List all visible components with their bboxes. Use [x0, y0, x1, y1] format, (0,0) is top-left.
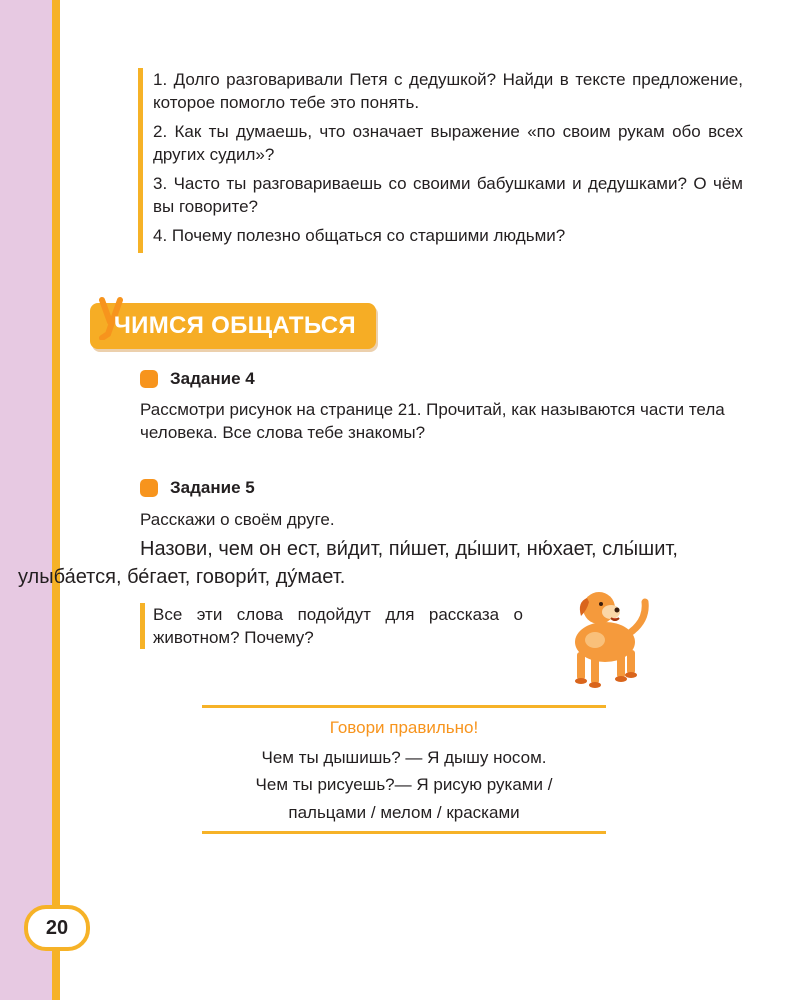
- dog-icon: [555, 580, 665, 690]
- task5-text2-line1: Назови, чем он ест, ви́дит, пи́шет, ды́шит, ню́хает, слы́шит,: [140, 538, 678, 560]
- task5-question: Все эти слова подойдут для рассказа о животном? Почему?: [140, 603, 523, 649]
- say-right-title: Говори правильно!: [329, 718, 479, 737]
- question-block: [138, 68, 743, 253]
- task4-heading: [140, 369, 255, 389]
- question-1: 1. Долго разговаривали Петя с дедушкой? Найди в тексте предложение, которое помогло тебе это понять.: [153, 70, 743, 112]
- task4-text: Рассмотри рисунок на странице 21. Прочитай, как называются части тела человека. Все слова тебе знакомы?: [140, 400, 725, 442]
- page-margin-rule: [52, 0, 60, 1000]
- say-right-bottom-rule: [202, 831, 606, 834]
- task5-text1: Расскажи о своём друге.: [140, 510, 335, 529]
- page-number-text: 20: [45, 916, 69, 939]
- task5-heading: [140, 478, 255, 498]
- say-right-top-rule: [202, 705, 606, 708]
- question-4: 4. Почему полезно общаться со старшими людьми?: [153, 226, 566, 245]
- say-right-line-1: Чем ты дышишь? — Я дышу носом.: [261, 748, 547, 767]
- task5-text2-line2: улыба́ется, бе́гает, говори́т, ду́мает.: [18, 566, 346, 588]
- say-right-line-3: пальцами / мелом / красками: [288, 803, 520, 822]
- question-2: 2. Как ты думаешь, что означает выражение «по своим рукам обо всех других судил»?: [153, 122, 743, 164]
- section-title: ЧИМСЯ ОБЩАТЬСЯ: [114, 312, 356, 339]
- task5-label: Задание 5: [170, 478, 255, 497]
- section-initial-text: У: [96, 296, 97, 297]
- task4-label: Задание 4: [170, 369, 255, 388]
- task-bullet-icon: [140, 479, 158, 497]
- say-right-line-2: Чем ты рисуешь?— Я рисую руками /: [255, 775, 553, 794]
- page-margin-strip: [0, 0, 52, 1000]
- task-bullet-icon: [140, 370, 158, 388]
- question-3: 3. Часто ты разговариваешь со своими бабушками и дедушками? О чём вы говорите?: [153, 174, 743, 216]
- page-number: [24, 905, 90, 951]
